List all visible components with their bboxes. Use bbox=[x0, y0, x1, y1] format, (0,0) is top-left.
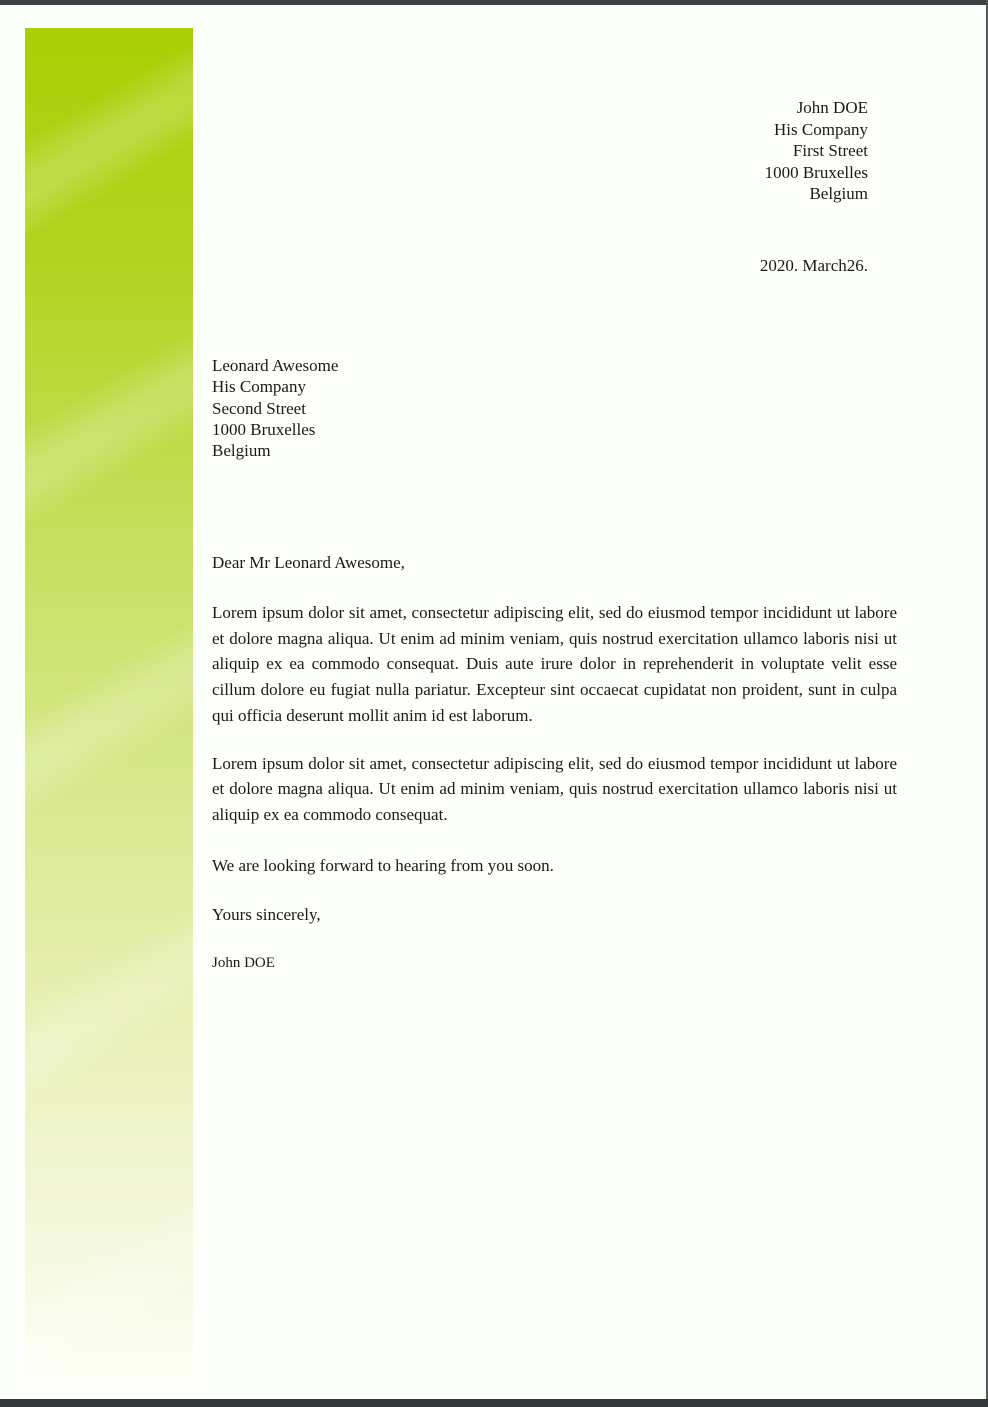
salutation: Dear Mr Leonard Awesome, bbox=[212, 553, 405, 572]
recipient-company: His Company bbox=[212, 377, 306, 397]
recipient-street: Second Street bbox=[212, 398, 306, 418]
recipient-name: Leonard Awesome bbox=[212, 356, 339, 375]
sender-street: First Street bbox=[792, 141, 868, 160]
sender-address-block bbox=[765, 97, 868, 205]
body-paragraph-1: Lorem ipsum dolor sit amet, consectetur adipiscing elit, sed do eiusmod tempor incididunt ut labore et dolore magna aliqua. Ut enim ad minim veniam, quis nostrud exercitation ullamco laboris nisi ut aliquip ex ea commodo consequat. Duis aute irure dolor in reprehenderit in voluptate velit esse cillum dolore eu fugiat nulla pariatur. Excepteur sint occaecat cupidatat non proident, sunt in culpa qui officia deserunt mollit anim id est laborum. bbox=[212, 603, 897, 725]
green-gradient-sidebar bbox=[25, 28, 193, 1380]
letter-body bbox=[212, 550, 897, 976]
closing-line: We are looking forward to hearing from you soon. bbox=[212, 855, 554, 875]
page-frame-bottom bbox=[0, 1399, 988, 1407]
recipient-country: Belgium bbox=[212, 441, 271, 461]
recipient-address-block bbox=[212, 355, 338, 461]
page-frame-top bbox=[0, 0, 988, 5]
recipient-city: 1000 Bruxelles bbox=[212, 419, 316, 439]
letter-date: 2020. March26. bbox=[759, 256, 868, 275]
body-paragraph-2: Lorem ipsum dolor sit amet, consectetur adipiscing elit, sed do eiusmod tempor incididunt ut labore et dolore magna aliqua. Ut enim ad minim veniam, quis nostrud exercitation ullamco laboris nisi ut aliquip ex ea commodo consequat. bbox=[212, 753, 897, 824]
sender-city: 1000 Bruxelles bbox=[764, 162, 868, 182]
valediction: Yours sincerely, bbox=[212, 904, 321, 924]
sender-name: John DOE bbox=[796, 98, 868, 117]
signature-name: John DOE bbox=[212, 954, 275, 971]
sender-country: Belgium bbox=[809, 184, 868, 203]
sender-company: His Company bbox=[774, 119, 868, 139]
